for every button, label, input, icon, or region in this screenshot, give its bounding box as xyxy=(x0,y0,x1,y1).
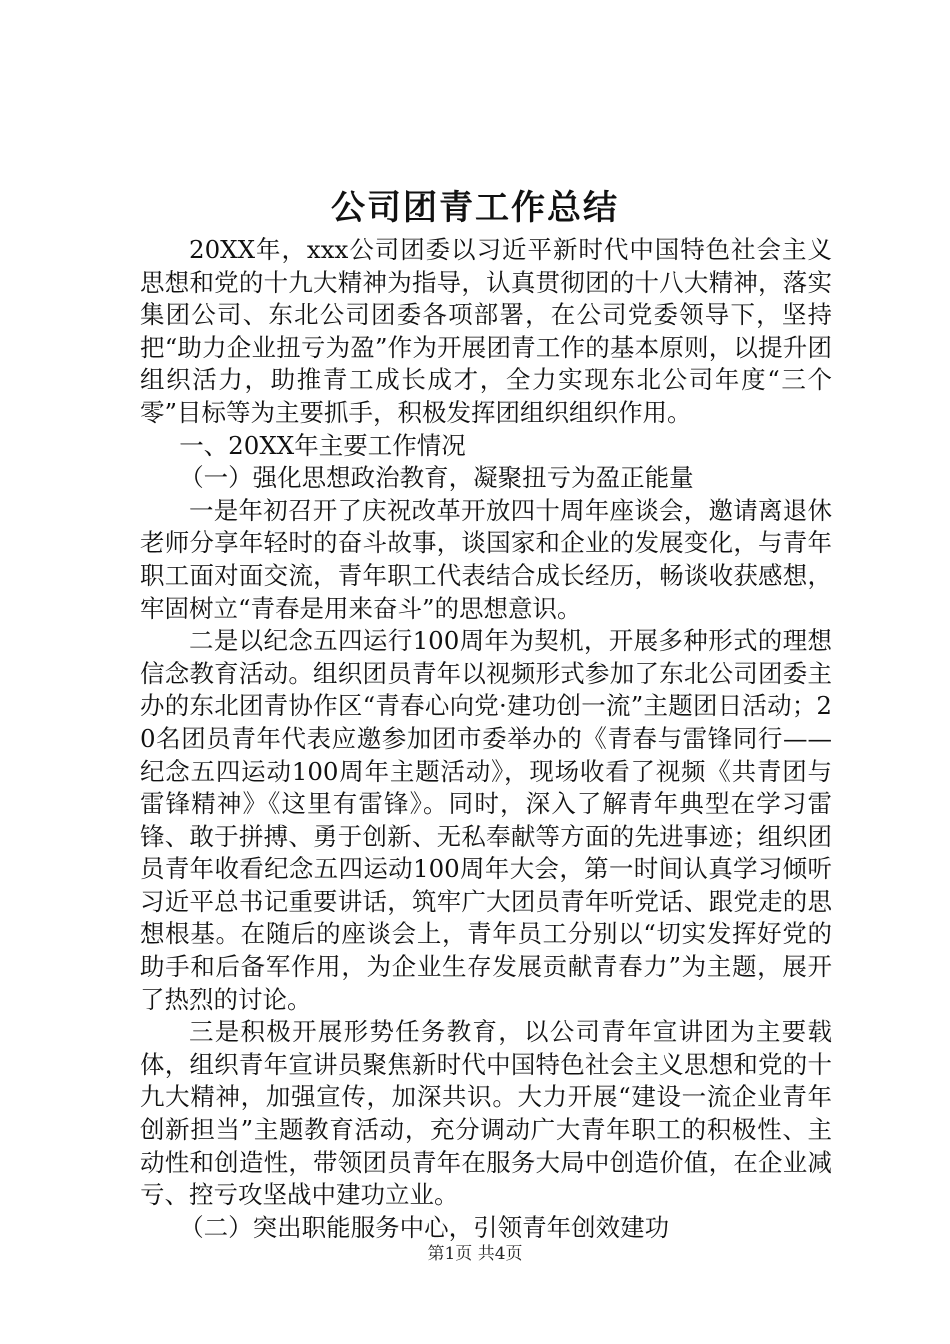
document-title: 公司团青工作总结 xyxy=(331,188,619,228)
subsection-heading-1: （一）强化思想政治教育，凝聚扭亏为盈正能量 xyxy=(179,463,694,493)
body-paragraph-2: 二是以纪念五四运行100周年为契机，开展多种形式的理想信念教育活动。组织团员青年以视频形式参加了东北公司团委主办的东北团青协作区“青春心向党·建功创一流”主题团日活动；20名团员青年代表应邀参加团市委举办的《青春与雷锋同行——纪念五四运动100周年主题活动》，现场收看了视频《共青团与雷锋精神》《这里有雷锋》。同时，深入了解青年典型在学习雷锋、敢于拼搏、勇于创新、无私奉献等方面的先进事迹；组织团员青年收看纪念五四运动100周年大会，第一时间认真学习倾听习近平总书记重要讲话，筑牢广大团员青年听党话、跟党走的思想根基。在随后的座谈会上，青年员工分别以“切实发挥好党的助手和后备军作用，为企业生存发展贡献青春力”为主题，展开了热烈的讨论。 xyxy=(140,626,832,1014)
subsection-heading-2: （二）突出职能服务中心，引领青年创效建功 xyxy=(179,1212,670,1242)
page-number-footer: 第1页 共4页 xyxy=(427,1244,523,1264)
document-body xyxy=(140,234,832,1244)
body-paragraph-3: 三是积极开展形势任务教育，以公司青年宣讲团为主要载体，组织青年宣讲员聚焦新时代中国特色社会主义思想和党的十九大精神，加强宣传，加深共识。大力开展“建设一流企业青年创新担当”主题教育活动，充分调动广大青年职工的积极性、主动性和创造性，带领团员青年在服务大局中创造价值，在企业减亏、控亏攻坚战中建功立业。 xyxy=(140,1017,832,1210)
intro-paragraph: 20XX年，xxx公司团委以习近平新时代中国特色社会主义思想和党的十九大精神为指导，认真贯彻团的十八大精神，落实集团公司、东北公司团委各项部署，在公司党委领导下，坚持把“助力企业扭亏为盈”作为开展团青工作的基本原则，以提升团组织活力，助推青工成长成才，全力实现东北公司年度“三个零”目标等为主要抓手，积极发挥团组织组织作用。 xyxy=(140,235,832,427)
section-heading-1: 一、20XX年主要工作情况 xyxy=(179,430,466,460)
body-paragraph-1: 一是年初召开了庆祝改革开放四十周年座谈会，邀请离退休老师分享年轻时的奋斗故事，谈国家和企业的发展变化，与青年职工面对面交流，青年职工代表结合成长经历，畅谈收获感想，牢固树立“青春是用来奋斗”的思想意识。 xyxy=(140,495,832,623)
